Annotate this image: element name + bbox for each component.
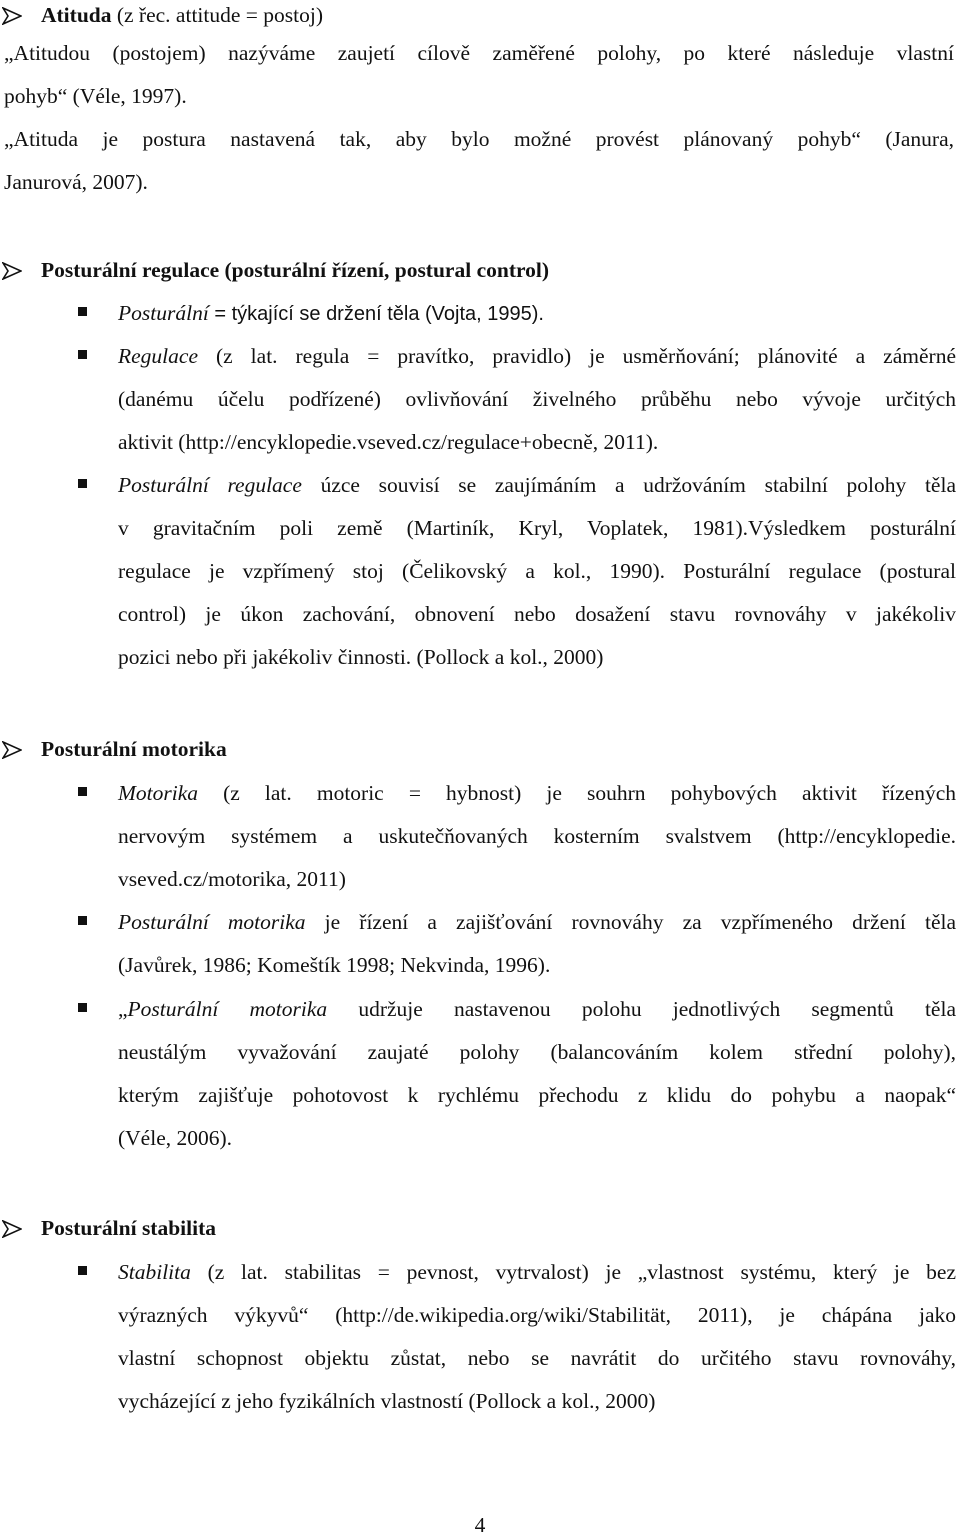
arrowhead-bullet-icon [2, 741, 22, 759]
list-item-line: aktivit (http://encyklopedie.vseved.cz/regulace+obecně, 2011). [118, 430, 659, 454]
list-item-line: kterým zajišťuje pohotovost k rychlému přechodu z klidu do pohybu a naopak“ [118, 1083, 956, 1107]
list-item-line: (Javůrek, 1986; Komeštík 1998; Nekvinda, 1996). [118, 953, 551, 977]
list-item-first-line: Stabilita (z lat. stabilitas = pevnost, vytrvalost) je „vlastnost systému, který je bez [118, 1260, 956, 1284]
arrowhead-bullet-icon [2, 7, 22, 25]
square-bullet-icon [78, 916, 87, 925]
list-item-line: regulace je vzpřímený stoj (Čelikovský a kol., 1990). Posturální regulace (postural [118, 559, 956, 583]
section-heading: Posturální regulace (posturální řízení, postural control) [41, 258, 550, 282]
square-bullet-icon [78, 1266, 87, 1275]
paragraph-line: pohyb“ (Véle, 1997). [4, 84, 187, 108]
list-item-line: vlastní schopnost objektu zůstat, nebo se navrátit do určitého stavu rovnováhy, [118, 1346, 956, 1370]
list-item-line: vycházející z jeho fyzikálních vlastností (Pollock a kol., 2000) [118, 1389, 656, 1413]
square-bullet-icon [78, 787, 87, 796]
section-heading: Atituda (z řec. attitude = postoj) [41, 3, 324, 27]
section-heading: Posturální motorika [41, 737, 227, 761]
square-bullet-icon [78, 350, 87, 359]
paragraph-line: „Atitudou (postojem) nazýváme zaujetí cílově zaměřené polohy, po které následuje vlastní [4, 41, 954, 65]
list-item-first-line: Posturální regulace úzce souvisí se zaujímáním a udržováním stabilní polohy těla [118, 473, 956, 497]
list-item-first-line: Posturální = týkající se držení těla (Vojta, 1995). [118, 301, 544, 325]
paragraph-line: Janurová, 2007). [4, 170, 148, 194]
square-bullet-icon [78, 1003, 87, 1012]
list-item-first-line: Posturální motorika je řízení a zajišťování rovnováhy za vzpřímeného držení těla [118, 910, 957, 934]
section-posturalni-stabilita [0, 1213, 960, 1243]
list-item-line: (Véle, 2006). [118, 1126, 233, 1150]
list-item-line: výrazných výkyvů“ (http://de.wikipedia.org/wiki/Stabilität, 2011), je chápána jako [118, 1303, 956, 1327]
section-heading: Posturální stabilita [41, 1216, 217, 1240]
list-item-line: nervovým systémem a uskutečňovaných kosterním svalstvem (http://encyklopedie. [118, 824, 956, 848]
list-item-line: vseved.cz/motorika, 2011) [118, 867, 346, 891]
section-atituda [0, 0, 960, 30]
page-number: 4 [474, 1513, 486, 1537]
list-item-first-line: Motorika (z lat. motoric = hybnost) je souhrn pohybových aktivit řízených [118, 781, 956, 805]
list-item-line: control) je úkon zachování, obnovení nebo dosažení stavu rovnováhy v jakékoliv [118, 602, 956, 626]
paragraph-line: „Atituda je postura nastavená tak, aby bylo možné provést plánovaný pohyb“ (Janura, [4, 127, 954, 151]
arrowhead-bullet-icon [2, 1220, 22, 1238]
square-bullet-icon [78, 307, 87, 316]
section-posturalni-regulace [0, 255, 960, 285]
list-item-line: pozici nebo při jakékoliv činnosti. (Pollock a kol., 2000) [118, 645, 604, 669]
section-posturalni-motorika [0, 734, 960, 764]
list-item-line: v gravitačním poli země (Martiník, Kryl, Voplatek, 1981).Výsledkem posturální [118, 516, 956, 540]
list-item-line: (danému účelu podřízené) ovlivňování živelného průběhu nebo vývoje určitých [118, 387, 956, 411]
list-item-first-line: „Posturální motorika udržuje nastavenou polohu jednotlivých segmentů těla [118, 997, 956, 1021]
square-bullet-icon [78, 479, 87, 488]
list-item-first-line: Regulace (z lat. regula = pravítko, pravidlo) je usměrňování; plánovité a záměrné [118, 344, 956, 368]
list-item-line: neustálým vyvažování zaujaté polohy (balancováním kolem střední polohy), [118, 1040, 956, 1064]
arrowhead-bullet-icon [2, 262, 22, 280]
